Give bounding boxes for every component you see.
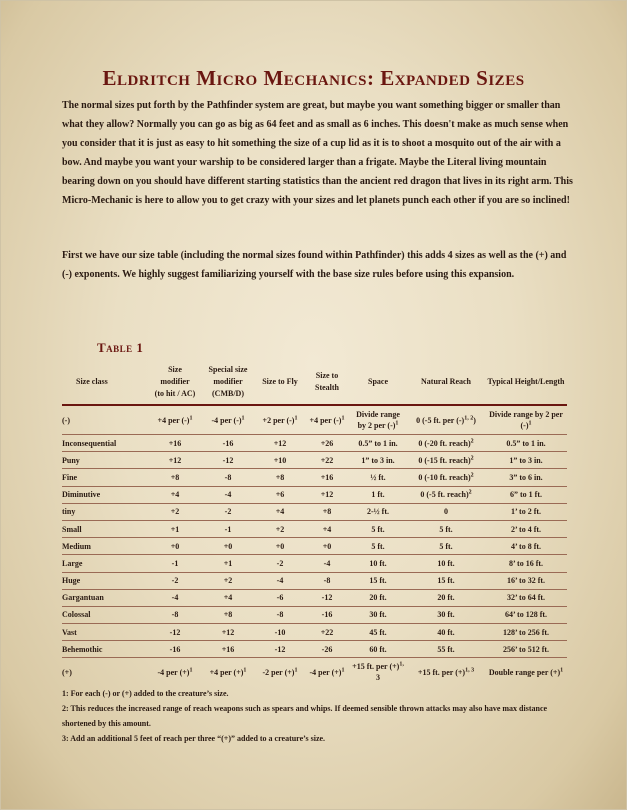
cell-space (349, 572, 407, 589)
cell-size-mod (149, 589, 201, 606)
cell-text: 32’ to 64 ft. (506, 593, 546, 603)
cell-text: +16 (320, 472, 334, 482)
cell-reach (407, 520, 485, 537)
cell-reach (407, 555, 485, 572)
cell-text: -2 (224, 507, 232, 517)
cell-text: +15 ft. per (+) (417, 667, 466, 677)
cell-text: +2 (170, 507, 180, 517)
footnote-ref: 1 (560, 667, 564, 674)
cell-text: Huge (62, 576, 81, 586)
cell-text: +0 (322, 541, 332, 551)
cell-fly (255, 405, 305, 435)
cell-text: Colossal (62, 610, 91, 620)
cell-text: 5 ft. (439, 524, 453, 534)
cell-text: 1’ to 2 ft. (510, 507, 542, 517)
cell-fly (255, 520, 305, 537)
cell-text: 0 (444, 507, 448, 517)
cell-text: -4 per (+) (309, 667, 342, 677)
cell-fly (255, 452, 305, 469)
cell-size-mod (149, 405, 201, 435)
cell-typical (485, 658, 567, 687)
cell-fly (255, 624, 305, 641)
cell-special (201, 606, 255, 623)
cell-fly (255, 589, 305, 606)
header-stealth-line2: Stealth (315, 383, 339, 392)
cell-size-mod (149, 538, 201, 555)
cell-special (201, 503, 255, 520)
cell-stealth (305, 624, 349, 641)
cell-text: 4’ to 8 ft. (510, 541, 542, 551)
table-row (62, 641, 567, 658)
cell-typical (485, 469, 567, 486)
cell-text: 20 ft. (369, 593, 387, 603)
cell-text: +0 (275, 541, 285, 551)
cell-text: -8 (323, 576, 331, 586)
cell-text: +4 per (-) (309, 415, 342, 425)
cell-special (201, 641, 255, 658)
cell-text: -8 (171, 610, 179, 620)
footnote-3: 3: Add an additional 5 feet of reach per three “(+)” added to a creature’s size. (62, 734, 326, 743)
cell-text: +1 (223, 558, 233, 568)
cell-text: +12 (273, 438, 287, 448)
footnote-ref: 1 (395, 420, 399, 427)
header-special-size-modifier (201, 360, 255, 405)
table-row (62, 503, 567, 520)
cell-reach (407, 606, 485, 623)
cell-special (201, 624, 255, 641)
header-size-modifier-line2: modifier (160, 377, 190, 386)
cell-reach (407, 538, 485, 555)
cell-text: +2 (223, 576, 233, 586)
footnote-2: 2: This reduces the increased range of reach weapons such as spears and whips. If deemed sensible thrown attacks may also have max distance shortened by this amount. (62, 704, 548, 728)
cell-text: +2 (275, 524, 285, 534)
cell-special (201, 555, 255, 572)
cell-size-mod (149, 641, 201, 658)
cell-text: +12 (168, 455, 182, 465)
cell-text: Divide range (356, 410, 400, 419)
cell-size-class (62, 486, 149, 503)
cell-text: -4 per (+) (157, 667, 190, 677)
cell-stealth (305, 435, 349, 452)
cell-size-mod (149, 555, 201, 572)
table-row (62, 520, 567, 537)
cell-fly (255, 572, 305, 589)
header-special-line3: (CMB/D) (212, 389, 244, 398)
footnote-ref: 1, 2 (464, 414, 474, 421)
cell-space (349, 624, 407, 641)
cell-text: 15 ft. (369, 576, 387, 586)
cell-space (349, 503, 407, 520)
cell-text: +12 (320, 490, 334, 500)
footnote-ref: 2 (470, 455, 474, 462)
cell-stealth (305, 538, 349, 555)
header-special-line2: modifier (213, 377, 243, 386)
table-row (62, 452, 567, 469)
cell-size-class: (-) (62, 405, 149, 435)
cell-text: +22 (320, 627, 334, 637)
header-size-to-stealth (305, 360, 349, 405)
cell-text: 3” to 6 in. (509, 472, 543, 482)
cell-text: 2-½ ft. (367, 507, 389, 517)
cell-text: 0 (-15 ft. reach) (418, 455, 471, 465)
cell-typical (485, 452, 567, 469)
cell-fly (255, 606, 305, 623)
footnote-ref: 1 (528, 420, 532, 427)
cell-typical (485, 435, 567, 452)
cell-text: +4 per (+) (209, 667, 244, 677)
cell-text: +10 (273, 455, 287, 465)
cell-typical (485, 606, 567, 623)
footnote-ref: 2 (470, 472, 474, 479)
header-space: Space (349, 360, 407, 405)
cell-text: by 2 per (-) (357, 421, 396, 430)
cell-text: 16’ to 32 ft. (506, 576, 546, 586)
cell-size-class (62, 538, 149, 555)
cell-text: 6” to 1 ft. (510, 490, 542, 500)
cell-text: -12 (274, 644, 286, 654)
cell-text: +8 (275, 472, 285, 482)
cell-space (349, 486, 407, 503)
cell-space (349, 589, 407, 606)
cell-space (349, 435, 407, 452)
cell-text: Gargantuan (62, 593, 104, 603)
cell-text: -1 (171, 558, 179, 568)
cell-special (201, 469, 255, 486)
cell-text: -4 (224, 490, 232, 500)
cell-text: -2 (171, 576, 179, 586)
cell-stealth (305, 405, 349, 435)
cell-typical (485, 503, 567, 520)
table-header-row (62, 360, 567, 405)
cell-stealth (305, 572, 349, 589)
cell-text: 256’ to 512 ft. (502, 644, 550, 654)
cell-reach (407, 624, 485, 641)
cell-text: +16 (221, 644, 235, 654)
cell-text: -4 per (-) (211, 415, 242, 425)
table-row (62, 538, 567, 555)
cell-fly (255, 658, 305, 687)
cell-text: 0.5” to 1 in. (358, 438, 398, 448)
cell-text: -4 (276, 576, 284, 586)
cell-text: +1 (170, 524, 180, 534)
cell-text: 15 ft. (437, 576, 455, 586)
cell-text: +22 (320, 455, 334, 465)
cell-reach (407, 486, 485, 503)
cell-special (201, 405, 255, 435)
cell-size-class (62, 469, 149, 486)
cell-typical (485, 641, 567, 658)
cell-text: -8 (276, 610, 284, 620)
footnote-ref: 1 (243, 667, 247, 674)
cell-text: Divide range by 2 per (-) (489, 410, 563, 430)
cell-text: -1 (224, 524, 232, 534)
cell-size-class (62, 606, 149, 623)
cell-text: +0 (223, 541, 233, 551)
cell-text: +8 (170, 472, 180, 482)
header-size-modifier-line1: Size (168, 365, 182, 374)
cell-fly (255, 641, 305, 658)
footnote-ref: 1 (341, 667, 345, 674)
cell-size-mod (149, 572, 201, 589)
cell-text: 8’ to 16 ft. (508, 558, 544, 568)
cell-size-class (62, 589, 149, 606)
cell-text: Vast (62, 627, 77, 637)
cell-size-mod (149, 486, 201, 503)
cell-typical (485, 520, 567, 537)
table-row (62, 555, 567, 572)
table-row (62, 469, 567, 486)
cell-text: +4 (322, 524, 332, 534)
footnote-ref: 2 (468, 489, 472, 496)
table-row (62, 606, 567, 623)
cell-text: +4 (223, 593, 233, 603)
cell-text: Medium (62, 541, 91, 551)
cell-text: Fine (62, 472, 78, 482)
cell-stealth (305, 503, 349, 520)
footnote-ref: 1 (189, 667, 193, 674)
cell-text: +2 per (-) (262, 415, 295, 425)
intro-paragraph: The normal sizes put forth by the Pathfinder system are great, but maybe you want something bigger or smaller than what they allow? Normally you can go as big as 64 feet and as small as 6 inches. This doesn't make as much sense when you consider that it is just as easy to hit something the size of a cup lid as it is to shoot a mosquito out of the air with a bow. And maybe you want your warship to be considered larger than a frigate. Maybe the Literal living mountain bearing down on you should have different starting statistics than the ancient red dragon that lives in its right arm. This Micro-Mechanic is here to allow you to get crazy with your sizes and let planets punch each other if you are so inclined! (62, 100, 573, 206)
cell-text: 45 ft. (369, 627, 387, 637)
table-heading: Table 1 (97, 340, 144, 355)
cell-reach: 0 (-5 ft. per $(-)^{1, 2}$) (407, 405, 485, 435)
table-row-minus (62, 405, 567, 435)
footnote-ref: 1 (294, 667, 298, 674)
cell-fly (255, 538, 305, 555)
second-paragraph: First we have our size table (including the normal sizes found within Pathfinder) this adds 4 sizes as well as the (+) and (-) exponents. We highly suggest familiarizing yourself with the base size rules before using this expansion. (62, 250, 567, 280)
cell-text: 1” to 3 in. (509, 455, 543, 465)
cell-text: -12 (222, 455, 234, 465)
cell-special (201, 520, 255, 537)
cell-space (349, 658, 407, 687)
cell-typical (485, 538, 567, 555)
cell-text: +4 (170, 490, 180, 500)
cell-space (349, 606, 407, 623)
cell-text: +12 (221, 627, 235, 637)
cell-stealth (305, 520, 349, 537)
table-row (62, 589, 567, 606)
cell-text: +4 per (-) (157, 415, 190, 425)
cell-text: -16 (321, 610, 333, 620)
cell-text: +26 (320, 438, 334, 448)
cell-text: 64’ to 128 ft. (504, 610, 548, 620)
table-row (62, 572, 567, 589)
header-natural-reach: Natural Reach (407, 360, 485, 405)
cell-text: 3 (376, 673, 380, 683)
cell-size-mod (149, 624, 201, 641)
cell-special (201, 486, 255, 503)
cell-text: 30 ft. (437, 610, 455, 620)
cell-text: -12 (169, 627, 181, 637)
cell-text: 1” to 3 in. (361, 455, 395, 465)
cell-size-class (62, 435, 149, 452)
cell-text: -12 (321, 593, 333, 603)
cell-space (349, 641, 407, 658)
cell-text: -4 (171, 593, 179, 603)
cell-stealth (305, 555, 349, 572)
footnote-ref: 1 (294, 414, 298, 421)
header-size-to-fly: Size to Fly (255, 360, 305, 405)
cell-size-mod (149, 658, 201, 687)
cell-text: +6 (275, 490, 285, 500)
cell-stealth (305, 469, 349, 486)
cell-text: 0 (-5 ft. reach) (420, 490, 469, 500)
cell-text: 10 ft. (437, 558, 455, 568)
cell-text: -16 (169, 644, 181, 654)
cell-text: 0.5” to 1 in. (506, 438, 546, 448)
table-row (62, 435, 567, 452)
table-row-plus (62, 658, 567, 687)
cell-text: 60 ft. (369, 644, 387, 654)
cell-text: 5 ft. (371, 541, 385, 551)
footnote-ref: 1 (341, 414, 345, 421)
cell-typical (485, 572, 567, 589)
cell-size-class (62, 641, 149, 658)
cell-space (349, 538, 407, 555)
table-row (62, 486, 567, 503)
cell-text: +8 (223, 610, 233, 620)
cell-reach (407, 589, 485, 606)
cell-text: ½ ft. (370, 472, 386, 482)
cell-text: 55 ft. (437, 644, 455, 654)
cell-fly (255, 555, 305, 572)
cell-text: 2’ to 4 ft. (510, 524, 542, 534)
cell-reach (407, 572, 485, 589)
cell-text: +0 (170, 541, 180, 551)
size-table (62, 360, 567, 686)
cell-text: -10 (274, 627, 286, 637)
cell-special (201, 589, 255, 606)
cell-space (349, 555, 407, 572)
cell-size-mod (149, 469, 201, 486)
footnote-ref: 2 (470, 437, 474, 444)
cell-text: 40 ft. (437, 627, 455, 637)
table-row (62, 624, 567, 641)
page-title: Eldritch Micro Mechanics: Expanded Sizes (102, 66, 525, 90)
footnote-ref: 1 (241, 414, 245, 421)
cell-text: 5 ft. (371, 524, 385, 534)
cell-reach (407, 469, 485, 486)
cell-special (201, 538, 255, 555)
cell-text: Large (62, 558, 83, 568)
cell-typical (485, 486, 567, 503)
cell-size-class (62, 624, 149, 641)
cell-reach (407, 503, 485, 520)
footnote-ref: 1 (189, 414, 193, 421)
cell-text: 5 ft. (439, 541, 453, 551)
cell-reach (407, 658, 485, 687)
cell-size-class: (+) (62, 667, 72, 677)
cell-size-mod (149, 503, 201, 520)
cell-text: 0 (-5 ft. per (-) (416, 415, 465, 425)
cell-text: 20 ft. (437, 593, 455, 603)
cell-size-mod (149, 452, 201, 469)
cell-reach (407, 435, 485, 452)
cell-stealth (305, 452, 349, 469)
cell-text: 0 (-10 ft. reach) (418, 472, 471, 482)
header-size-modifier-line3: (to hit / AC) (154, 389, 196, 398)
cell-size-mod (149, 606, 201, 623)
cell-stealth (305, 641, 349, 658)
header-size-modifier (149, 360, 201, 405)
cell-text: 10 ft. (369, 558, 387, 568)
cell-text: tiny (62, 507, 76, 517)
cell-typical (485, 405, 567, 435)
cell-text: Diminutive (62, 490, 101, 500)
header-stealth-line1: Size to (315, 371, 339, 380)
cell-size-class (62, 520, 149, 537)
cell-typical (485, 624, 567, 641)
cell-text: Small (62, 524, 82, 534)
cell-reach (407, 641, 485, 658)
cell-fly (255, 486, 305, 503)
cell-text: -2 per (+) (262, 667, 295, 677)
cell-fly (255, 503, 305, 520)
cell-typical (485, 589, 567, 606)
cell-stealth (305, 658, 349, 687)
cell-text: Puny (62, 455, 80, 465)
cell-text: -6 (276, 593, 284, 603)
cell-text: 30 ft. (369, 610, 387, 620)
cell-stealth (305, 486, 349, 503)
cell-text: -2 (276, 558, 284, 568)
cell-special (201, 572, 255, 589)
cell-size-class (62, 503, 149, 520)
cell-text: -4 (323, 558, 331, 568)
cell-size-class (62, 555, 149, 572)
cell-size-class (62, 452, 149, 469)
cell-text: 128’ to 256 ft. (502, 627, 550, 637)
cell-size-class (62, 572, 149, 589)
cell-special (201, 452, 255, 469)
cell-space (349, 405, 407, 435)
cell-size-mod (149, 435, 201, 452)
footnote-1: 1: For each (-) or (+) added to the creature’s size. (62, 689, 229, 698)
cell-stealth (305, 589, 349, 606)
cell-special (201, 435, 255, 452)
cell-text: -8 (224, 472, 232, 482)
cell-text: +16 (168, 438, 182, 448)
cell-stealth (305, 606, 349, 623)
cell-size-mod (149, 520, 201, 537)
header-special-line1: Special size (208, 365, 248, 374)
cell-text: -16 (222, 438, 234, 448)
cell-text: -26 (321, 644, 333, 654)
cell-special (201, 658, 255, 687)
cell-text: 1 ft. (371, 490, 385, 500)
cell-text: Behemothic (62, 644, 103, 654)
cell-text: Double range per (+) (488, 667, 561, 677)
cell-text: +15 ft. per (+) (352, 662, 400, 672)
cell-fly (255, 435, 305, 452)
cell-space (349, 520, 407, 537)
footnote-ref: 1, 3 (465, 667, 475, 674)
header-typical-height-length: Typical Height/Length (485, 360, 567, 405)
cell-text: 0 (-20 ft. reach) (418, 438, 471, 448)
cell-text: Inconsequential (62, 438, 117, 448)
cell-text: +8 (322, 507, 332, 517)
cell-text: +4 (275, 507, 285, 517)
cell-reach (407, 452, 485, 469)
cell-fly (255, 469, 305, 486)
cell-typical (485, 555, 567, 572)
footnote-ref: 1, (399, 661, 404, 668)
header-size-class: Size class (62, 360, 149, 405)
cell-space (349, 469, 407, 486)
cell-space (349, 452, 407, 469)
